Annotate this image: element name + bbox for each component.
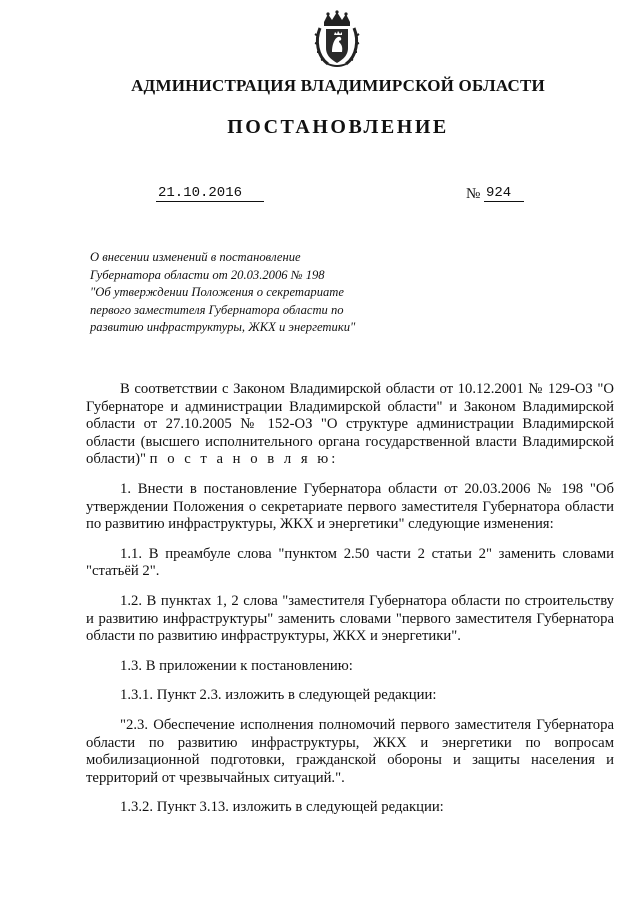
document-number: 924 bbox=[484, 185, 524, 202]
body-paragraph: "2.3. Обеспечение исполнения полномочий первого заместителя Губернатора области по развитию инфраструктуры, ЖКХ и энергетики по вопросам мобилизационной подготовки, гражданской обороны и защиты населения и территорий от чрезвычайных ситуаций.". bbox=[86, 716, 614, 786]
document-title: ПОСТАНОВЛЕНИЕ bbox=[227, 116, 449, 138]
subject-line: развитию инфраструктуры, ЖКХ и энергетики" bbox=[90, 320, 356, 334]
document-subject bbox=[90, 249, 390, 337]
body-paragraph: 1.3.1. Пункт 2.3. изложить в следующей редакции: bbox=[120, 687, 437, 704]
number-sign: № bbox=[466, 186, 481, 202]
body-paragraph: 1. Внести в постановление Губернатора области от 20.03.2006 № 198 "Об утверждении Положения о секретариате первого заместителя Губернатора области по развитию инфраструктуры, ЖКХ и энергетики" следующие изменения: bbox=[86, 480, 614, 533]
body-paragraph: 1.3.2. Пункт 3.13. изложить в следующей редакции: bbox=[120, 799, 444, 816]
body-paragraph: 1.1. В преамбуле слова "пунктом 2.50 части 2 статьи 2" заменить словами "статьёй 2". bbox=[86, 545, 614, 580]
subject-line: О внесении изменений в постановление bbox=[90, 250, 301, 264]
preamble-text: В соответствии с Законом Владимирской области от 10.12.2001 № 129-ОЗ "О Губернаторе и администрации Владимирской области" и Законом Владимирской области от 27.10.2005 № 152-ОЗ "О структуре администрации Владимирской области (высшего исполнительного органа государственной власти Владимирской области)" bbox=[86, 381, 614, 468]
organization-name: АДМИНИСТРАЦИЯ ВЛАДИМИРСКОЙ ОБЛАСТИ bbox=[131, 76, 545, 95]
preamble-paragraph bbox=[86, 381, 614, 469]
subject-line: первого заместителя Губернатора области по bbox=[90, 302, 344, 317]
body-paragraph: 1.2. В пунктах 1, 2 слова "заместителя Губернатора области по строительству и развитию инфраструктуры" заменить словами "первого заместителя Губернатора области по развитию инфраструктуры, ЖКХ и энергетики". bbox=[86, 592, 614, 645]
coat-of-arms-emblem bbox=[314, 10, 360, 68]
resolution-verb: п о с т а н о в л я ю: bbox=[149, 451, 339, 468]
subject-line: Губернатора области от 20.03.2006 № 198 bbox=[90, 267, 325, 282]
document-date: 21.10.2016 bbox=[156, 185, 264, 202]
subject-line: "Об утверждении Положения о секретариате bbox=[90, 285, 344, 299]
document-body bbox=[86, 381, 614, 829]
body-paragraph: 1.3. В приложении к постановлению: bbox=[120, 657, 353, 674]
